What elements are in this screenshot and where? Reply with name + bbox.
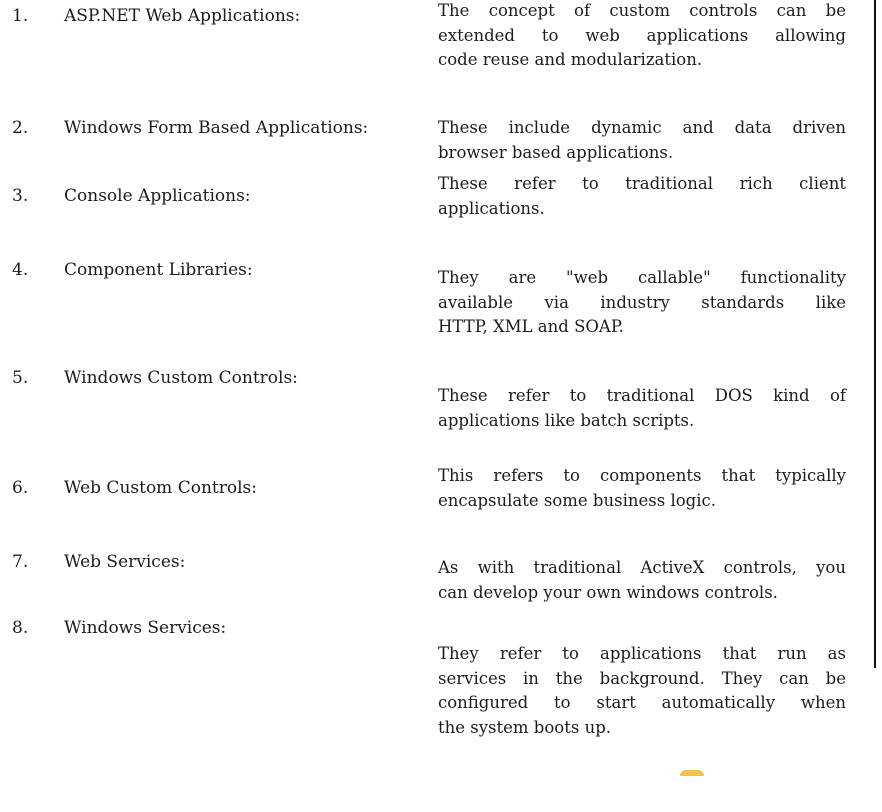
description-line: the system boots up. [438,717,612,737]
item-description [438,0,846,73]
item-term: Windows Form Based Applications: [64,118,369,138]
item-number: 8. [12,618,29,638]
right-margin-rule [874,0,876,668]
description-line: extended to web applications allowing [438,25,846,45]
description-line: The concept of custom controls can be [438,1,846,20]
item-term: Windows Services: [64,618,227,638]
item-description [438,116,846,165]
description-line: These refer to traditional DOS kind of [438,386,846,405]
item-description [438,384,846,433]
description-line: They refer to applications that run as [438,644,846,663]
description-line: browser based applications. [438,142,674,162]
item-number: 2. [12,118,29,138]
description-line: services in the background. They can be [438,668,846,688]
description-line: applications like batch scripts. [438,410,695,430]
item-description [438,266,846,340]
item-term: Windows Custom Controls: [64,368,298,388]
item-term: Web Services: [64,552,186,572]
description-line: encapsulate some business logic. [438,490,716,510]
description-line: code reuse and modularization. [438,50,703,69]
description-line: This refers to components that typically [438,466,846,485]
item-description [438,464,846,513]
item-number: 6. [12,478,29,498]
item-number: 1. [12,6,29,26]
description-line: applications. [438,198,545,218]
item-term: ASP.NET Web Applications: [64,6,301,26]
item-number: 4. [12,260,29,280]
item-term: Component Libraries: [64,260,253,280]
highlighter-mark [680,770,704,776]
item-description [438,172,846,221]
item-number: 7. [12,552,29,572]
description-line: These refer to traditional rich client [438,174,846,193]
description-line: available via industry standards like [438,292,846,312]
item-term: Web Custom Controls: [64,478,257,498]
description-line: They are "web callable" functionality [438,268,846,287]
item-description [438,642,846,740]
description-line: can develop your own windows controls. [438,582,778,602]
item-description [438,556,846,605]
item-term: Console Applications: [64,186,251,206]
item-number: 3. [12,186,29,206]
description-line: configured to start automatically when [438,693,846,712]
description-line: As with traditional ActiveX controls, you [438,558,846,577]
item-number: 5. [12,368,29,388]
description-line: These include dynamic and data driven [438,118,846,137]
description-line: HTTP, XML and SOAP. [438,317,624,336]
